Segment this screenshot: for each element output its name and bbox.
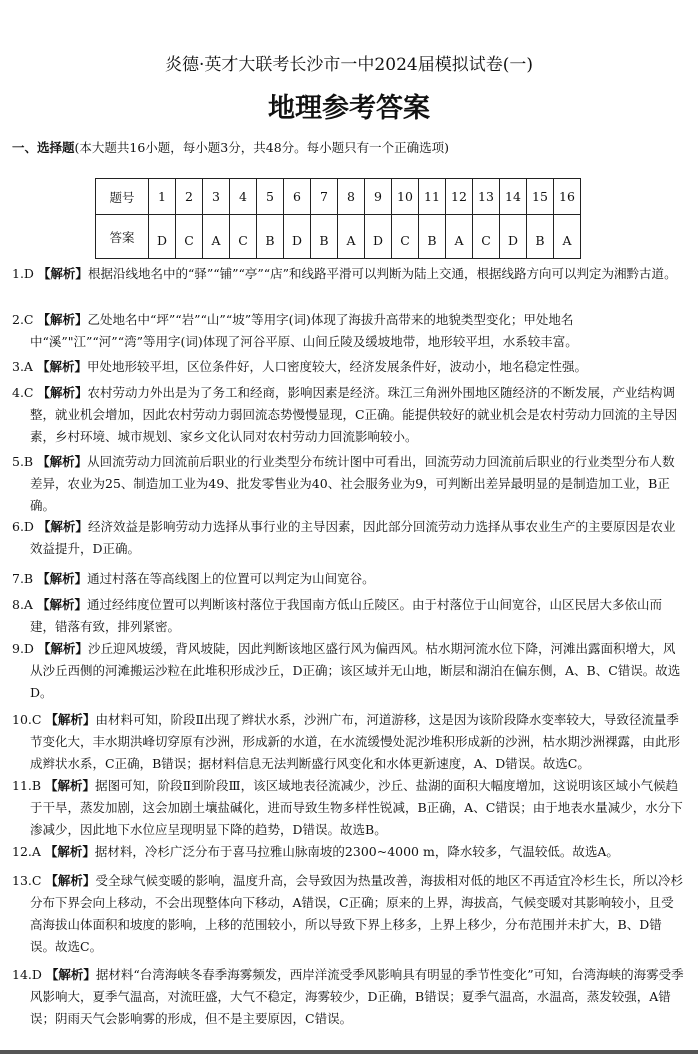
analysis-tag: 【解析】 (37, 519, 88, 534)
table-row-answers (96, 215, 581, 259)
answer-number: 13.C (12, 873, 46, 888)
answer-number: 10.C (12, 712, 46, 727)
answer-number: 5.B (12, 454, 38, 469)
explanation-text: 沙丘迎风坡缓，背风坡陡，因此判断该地区盛行风为偏西风。枯水期河流水位下降，河滩出露面积增大，风从沙丘西侧的河滩搬运沙粒在此堆积形成沙丘，D正确；该区域并无山地，断层和湖泊在偏东侧，A、B、C错误。故选D。 (30, 641, 681, 700)
analysis-tag: 【解析】 (36, 359, 87, 374)
question-number: 2 (176, 179, 203, 215)
answer-cell: C (230, 215, 257, 259)
analysis-tag: 【解析】 (37, 454, 88, 469)
page-title: 地理参考答案 (268, 93, 430, 124)
question-number: 16 (554, 179, 581, 215)
answer-explanation (12, 568, 684, 590)
answer-explanation (12, 594, 684, 638)
question-number: 1 (149, 179, 176, 215)
analysis-tag: 【解析】 (45, 778, 96, 793)
answer-cell: D (500, 215, 527, 259)
question-number: 12 (446, 179, 473, 215)
question-number: 5 (257, 179, 284, 215)
answer-cell: D (284, 215, 311, 259)
answer-explanation (12, 709, 684, 775)
answer-number: 9.D (12, 641, 38, 656)
explanation-text: 农村劳动力外出是为了务工和经商，影响因素是经济。珠江三角洲外围地区随经济的不断发展，产业结构调整，就业机会增加，因此农村劳动力弱回流态势慢慢显现，C正确。能提供较好的就业机会是农村劳动力回流的主导因素，乡村环境、城市规划、家乡文化认同对农村劳动力回流影响较小。 (30, 385, 678, 444)
answer-number: 14.D (12, 967, 46, 982)
question-number: 6 (284, 179, 311, 215)
answer-explanation (12, 638, 684, 704)
analysis-tag: 【解析】 (37, 266, 88, 281)
answer-explanation (12, 451, 684, 517)
explanation-text: 据材料，冷杉广泛分布于喜马拉雅山脉南坡的2300~4000 m，降水较多，气温较低。故选A。 (94, 844, 619, 859)
analysis-tag: 【解析】 (36, 597, 87, 612)
answer-cell: A (446, 215, 473, 259)
answer-cell: B (419, 215, 446, 259)
explanation-text: 从回流劳动力回流前后职业的行业类型分布统计图中可看出，回流劳动力回流前后职业的行业类型分布人数差异，农业为25、制造加工业为49、批发零售业为40、社会服务业为9，可判断出差异最明显的是制造加工业，B正确。 (30, 454, 675, 513)
question-number: 9 (365, 179, 392, 215)
explanation-text: 通过村落在等高线图上的位置可以判定为山间宽谷。 (87, 571, 375, 586)
explanation-text: 由材料可知，阶段Ⅱ出现了辫状水系，沙洲广布，河道游移，这是因为该阶段降水变率较大，导致径流量季节变化大，丰水期洪峰切穿原有沙洲，形成新的水道，在水流缓慢处泥沙堆积形成新的沙洲，枯水期沙洲裸露，由此形成辫状水系，C正确，B错误；据材料信息无法判断盛行风变化和水体更新速度，A、D错误。故选C。 (30, 712, 681, 771)
answer-cell: A (338, 215, 365, 259)
answer-cell: B (527, 215, 554, 259)
analysis-tag: 【解析】 (37, 385, 88, 400)
question-number: 13 (473, 179, 500, 215)
analysis-tag: 【解析】 (37, 312, 88, 327)
answer-explanation (12, 775, 684, 841)
question-number: 10 (392, 179, 419, 215)
question-number: 7 (311, 179, 338, 215)
explanation-text: 经济效益是影响劳动力选择从事行业的主导因素，因此部分回流劳动力选择从事农业生产的主要原因是农业效益提升，D正确。 (30, 519, 676, 556)
explanation-text: 受全球气候变暖的影响，温度升高，会导致因为热量改善，海拔相对低的地区不再适宜冷杉生长，所以冷杉分布下界会向上移动，不会出现整体向下移动，A错误，C正确；原来的上界，海拔高，气候变暖对其影响较小，且受高海拔山体面积和坡度的影响，上移的范围较小，所以导致下界上移多，上界上移少，分布范围并未扩大，B、D错误。故选C。 (30, 873, 683, 954)
answer-number: 6.D (12, 519, 38, 534)
answer-number: 7.B (12, 571, 38, 586)
explanation-text: 通过经纬度位置可以判断该村落位于我国南方低山丘陵区。由于村落位于山间宽谷，山区民居大多依山而建，错落有致，排列紧密。 (30, 597, 662, 634)
answer-explanation (12, 382, 684, 448)
exam-subtitle: 炎德·英才大联考长沙市一中2024届模拟试卷(一) (165, 55, 533, 75)
analysis-tag: 【解析】 (44, 844, 95, 859)
explanation-text: 甲处地形较平坦，区位条件好，人口密度较大，经济发展条件好，波动小，地名稳定性强。 (86, 359, 587, 374)
answer-cell: B (257, 215, 284, 259)
answer-cell: A (203, 215, 230, 259)
answer-number: 12.A (12, 844, 45, 859)
answer-explanation (12, 841, 684, 863)
explanation-text: 根据沿线地名中的“驿”“铺”“亭”“店”和线路平滑可以判断为陆上交通，根据线路方向可以判定为湘黔古道。 (87, 266, 677, 281)
question-number: 4 (230, 179, 257, 215)
section-heading (12, 138, 449, 156)
answer-cell: B (311, 215, 338, 259)
bottom-border (0, 1050, 698, 1054)
answer-cell: C (392, 215, 419, 259)
answer-cell: C (473, 215, 500, 259)
question-number: 15 (527, 179, 554, 215)
explanation-text: 乙处地名中“坪”“岩”“山”“坡”等用字(词)体现了海拔升高带来的地貌类型变化；甲处地名中“溪”"江”“河”“湾”等用字(词)体现了河谷平原、山间丘陵及缓坡地带，地形较平坦，水系较丰富。 (30, 312, 578, 349)
question-number: 8 (338, 179, 365, 215)
question-number: 3 (203, 179, 230, 215)
section-note: (本大题共16小题，每小题3分，共48分。每小题只有一个正确选项) (74, 140, 450, 155)
answer-number: 4.C (12, 385, 38, 400)
answer-explanation (12, 964, 684, 1030)
answer-cell: D (365, 215, 392, 259)
analysis-tag: 【解析】 (45, 967, 96, 982)
answer-cell: D (149, 215, 176, 259)
answer-table (95, 178, 581, 259)
answer-explanation (12, 356, 684, 378)
answer-number: 8.A (12, 597, 37, 612)
answer-explanation (12, 263, 684, 285)
answer-cell: C (176, 215, 203, 259)
answer-explanation (12, 870, 684, 958)
analysis-tag: 【解析】 (45, 712, 96, 727)
analysis-tag: 【解析】 (37, 571, 88, 586)
answer-number: 3.A (12, 359, 37, 374)
answer-number: 2.C (12, 312, 38, 327)
section-title: 一、选择题 (12, 140, 75, 155)
answer-explanation (12, 516, 684, 560)
answer-cell: A (554, 215, 581, 259)
explanation-text: 据图可知，阶段Ⅱ到阶段Ⅲ，该区域地表径流减少，沙丘、盐湖的面积大幅度增加，这说明该区域小气候趋于干旱，蒸发加剧，这会加剧土壤盐碱化，进而导致生物多样性锐减，B正确，A、C错误；由于地表水量减少，水分下渗减少，因此地下水位应呈现明显下降的趋势，D错误。故选B。 (30, 778, 683, 837)
analysis-tag: 【解析】 (45, 873, 96, 888)
table-row-numbers (96, 179, 581, 215)
analysis-tag: 【解析】 (37, 641, 88, 656)
answer-explanation (12, 309, 684, 353)
explanation-text: 据材料“台湾海峡冬春季海雾频发，西岸洋流受季风影响具有明显的季节性变化”可知，台湾海峡的海雾受季风影响大，夏季气温高，对流旺盛，大气不稳定，海雾较少，D正确，B错误；夏季气温高，水温高，蒸发较强，A错误；阴雨天气会影响雾的形成，但不是主要原因，C错误。 (30, 967, 684, 1026)
answer-number: 1.D (12, 266, 38, 281)
question-number: 14 (500, 179, 527, 215)
answer-number: 11.B (12, 778, 46, 793)
row-label: 题号 (96, 179, 149, 215)
row-label: 答案 (96, 215, 149, 259)
question-number: 11 (419, 179, 446, 215)
